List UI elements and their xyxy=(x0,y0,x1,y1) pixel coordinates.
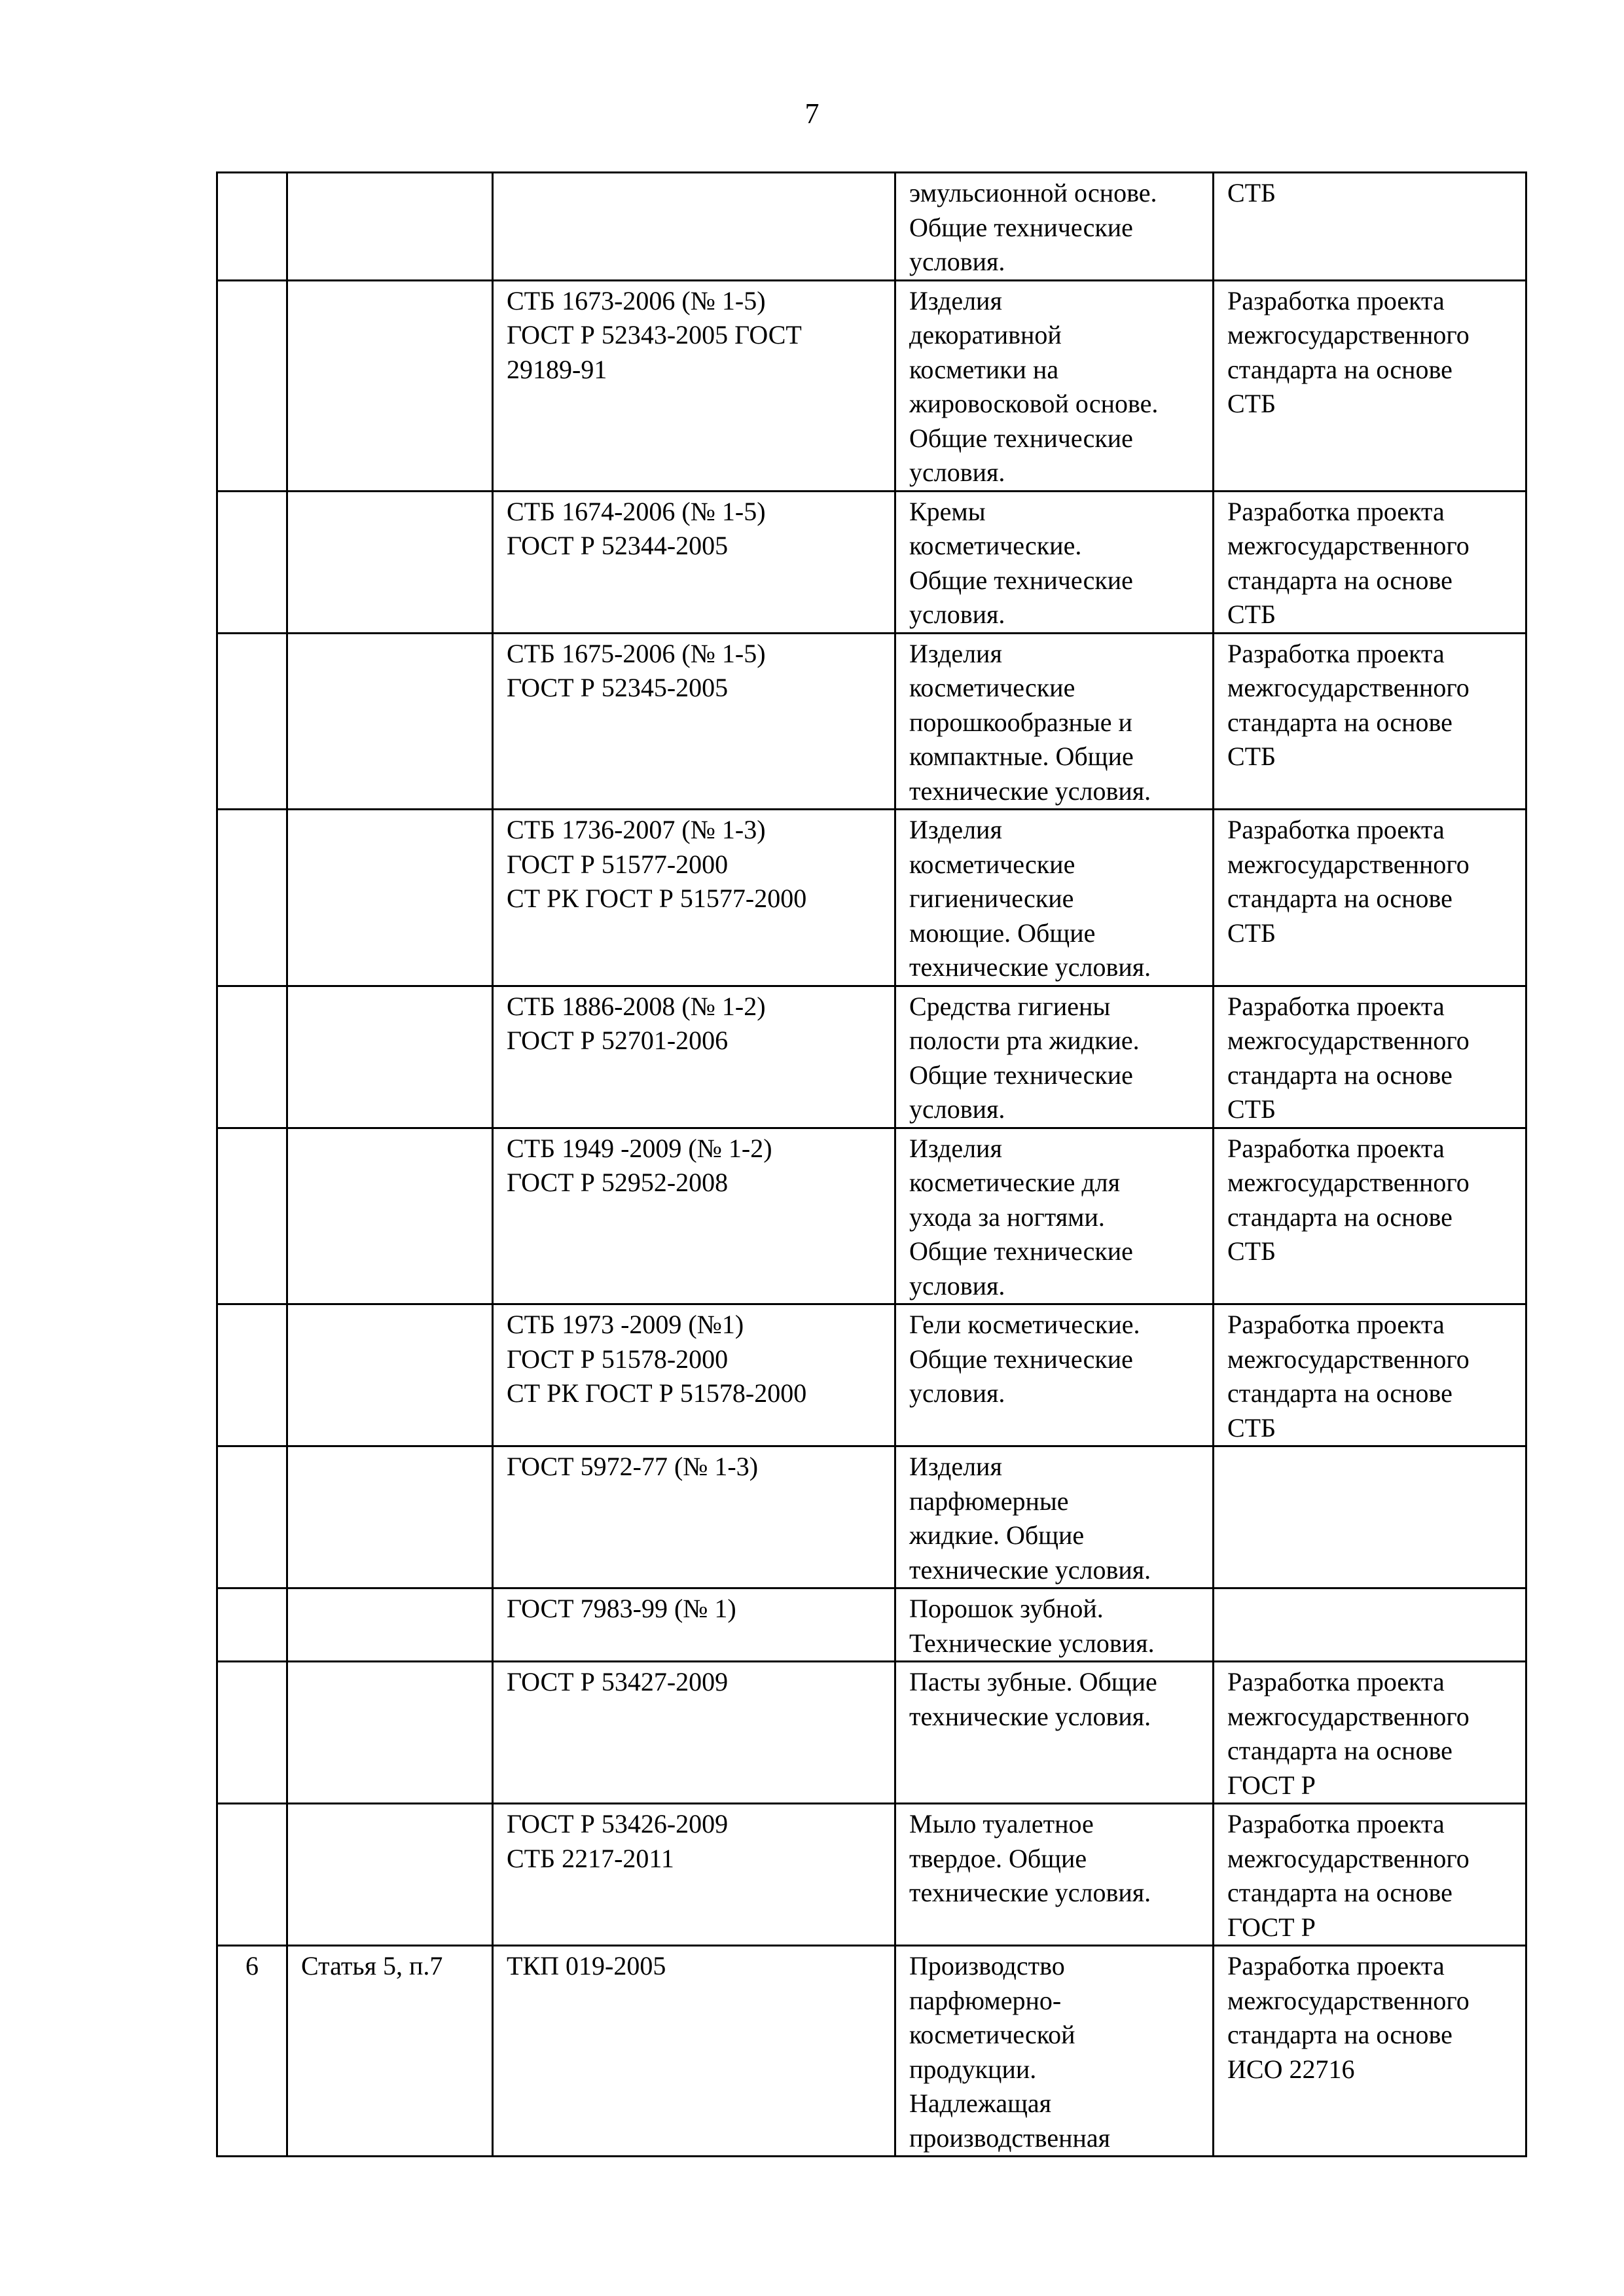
cell-standard xyxy=(493,1128,895,1304)
table-row xyxy=(217,633,1526,810)
cell-note xyxy=(1214,633,1526,810)
cell-title-line: парфюмерно- xyxy=(909,1985,1062,2015)
cell-note-line: Разработка проекта xyxy=(1227,991,1445,1021)
table-row xyxy=(217,280,1526,491)
cell-title-line: Технические условия. xyxy=(909,1628,1155,1658)
cell-standard-line: ГОСТ Р 52344-2005 xyxy=(507,531,729,560)
cell-title-line: Общие технические xyxy=(909,1060,1133,1090)
cell-standard-line: ГОСТ Р 53426-2009 xyxy=(507,1809,729,1839)
cell-title-line: Изделия xyxy=(909,815,1002,844)
cell-note-line: межгосударственного xyxy=(1227,1168,1470,1197)
cell-title-line: технические условия. xyxy=(909,1701,1151,1731)
cell-standard-line: СТБ 1886-2008 (№ 1-2) xyxy=(507,991,766,1021)
cell-title-line: моющие. Общие xyxy=(909,918,1096,948)
cell-note-line: СТБ xyxy=(1227,178,1276,207)
cell-title-line: косметические. xyxy=(909,531,1082,560)
table-row xyxy=(217,1804,1526,1946)
cell-article xyxy=(287,810,493,986)
cell-title-line: Пасты зубные. Общие xyxy=(909,1667,1157,1696)
cell-note xyxy=(1214,1446,1526,1588)
cell-title xyxy=(895,1946,1214,2157)
cell-standard-line: СТБ 1673-2006 (№ 1-5) xyxy=(507,285,766,315)
cell-title xyxy=(895,491,1214,633)
cell-article xyxy=(287,1304,493,1446)
cell-title-line: жировосковой основе. xyxy=(909,389,1159,418)
cell-title-line: производственная xyxy=(909,2123,1111,2153)
cell-article xyxy=(287,633,493,810)
cell-title-line: твердое. Общие xyxy=(909,1843,1087,1873)
cell-title-line: технические условия. xyxy=(909,1554,1151,1585)
cell-standard-line: 29189-91 xyxy=(507,354,607,384)
cell-title-line: технические условия. xyxy=(909,952,1151,982)
cell-title-line: компактные. Общие xyxy=(909,742,1134,771)
cell-note xyxy=(1214,280,1526,491)
cell-note xyxy=(1214,173,1526,281)
cell-standard-line: ГОСТ Р 51578-2000 xyxy=(507,1344,729,1374)
cell-standard-line: СТ РК ГОСТ Р 51577-2000 xyxy=(507,884,807,913)
cell-number xyxy=(217,633,287,810)
cell-standard xyxy=(493,1804,895,1946)
cell-number xyxy=(217,1662,287,1804)
table-row xyxy=(217,1946,1526,2157)
cell-note xyxy=(1214,1804,1526,1946)
cell-note xyxy=(1214,1946,1526,2157)
cell-title xyxy=(895,986,1214,1128)
table-row xyxy=(217,491,1526,633)
cell-standard-line: СТБ 1949 -2009 (№ 1-2) xyxy=(507,1133,772,1163)
cell-number xyxy=(217,1446,287,1588)
cell-title-line: косметики на xyxy=(909,354,1059,384)
cell-note-line: межгосударственного xyxy=(1227,673,1470,702)
cell-title-line: парфюмерные xyxy=(909,1486,1069,1516)
cell-title-line: Изделия xyxy=(909,1133,1002,1163)
cell-note-line: межгосударственного xyxy=(1227,1701,1470,1731)
cell-standard-line: СТ РК ГОСТ Р 51578-2000 xyxy=(507,1378,807,1408)
cell-title-line: косметической xyxy=(909,2020,1075,2049)
cell-note-line: межгосударственного xyxy=(1227,1985,1470,2015)
table-row xyxy=(217,1446,1526,1588)
cell-title-line: полости рта жидкие. xyxy=(909,1026,1140,1055)
cell-note-line: ИСО 22716 xyxy=(1227,2054,1355,2084)
cell-title-line: жидкие. Общие xyxy=(909,1520,1085,1550)
cell-title-line: Общие технические xyxy=(909,1344,1133,1374)
cell-note-line: межгосударственного xyxy=(1227,849,1470,879)
cell-article xyxy=(287,173,493,281)
cell-article xyxy=(287,1662,493,1804)
cell-number xyxy=(217,491,287,633)
cell-title xyxy=(895,1304,1214,1446)
cell-title xyxy=(895,173,1214,281)
cell-standard-line: ГОСТ Р 52345-2005 xyxy=(507,673,729,702)
cell-standard xyxy=(493,810,895,986)
cell-note-line: стандарта на основе xyxy=(1227,1060,1453,1090)
cell-standard-line: ГОСТ Р 52701-2006 xyxy=(507,1026,729,1055)
cell-title-line: Кремы xyxy=(909,496,986,526)
cell-title-line: Изделия xyxy=(909,1452,1002,1481)
cell-title-line: Изделия xyxy=(909,638,1002,668)
cell-note-line: Разработка проекта xyxy=(1227,1809,1445,1839)
cell-standard-line: ГОСТ Р 52343-2005 ГОСТ xyxy=(507,320,802,350)
cell-note xyxy=(1214,1128,1526,1304)
cell-number xyxy=(217,173,287,281)
cell-title-line: условия. xyxy=(909,600,1005,629)
cell-title-line: косметические для xyxy=(909,1168,1121,1197)
cell-standard-line: СТБ 1674-2006 (№ 1-5) xyxy=(507,496,766,526)
cell-title-line: Общие технические xyxy=(909,565,1133,595)
cell-note-line: ГОСТ Р xyxy=(1227,1770,1316,1800)
cell-standard-line: ГОСТ 7983-99 (№ 1) xyxy=(507,1594,736,1623)
table-row xyxy=(217,1588,1526,1662)
table-row xyxy=(217,986,1526,1128)
cell-title-line: Порошок зубной. xyxy=(909,1594,1104,1623)
cell-article-text: Статья 5, п.7 xyxy=(301,1951,443,1981)
cell-title xyxy=(895,1446,1214,1588)
cell-standard xyxy=(493,1588,895,1662)
cell-note xyxy=(1214,491,1526,633)
table-row xyxy=(217,1128,1526,1304)
cell-note-line: СТБ xyxy=(1227,1236,1276,1266)
cell-title xyxy=(895,633,1214,810)
table-row xyxy=(217,1304,1526,1446)
table-body xyxy=(217,173,1526,2157)
cell-article xyxy=(287,1446,493,1588)
cell-title-line: Гели косметические. xyxy=(909,1310,1140,1339)
cell-note-line: СТБ xyxy=(1227,1094,1276,1124)
standards-table xyxy=(216,171,1527,2157)
table-row xyxy=(217,173,1526,281)
cell-note-line: Разработка проекта xyxy=(1227,1667,1445,1696)
cell-note-line: межгосударственного xyxy=(1227,1026,1470,1055)
page-number: 7 xyxy=(804,98,820,130)
cell-note-line: стандарта на основе xyxy=(1227,1878,1453,1907)
cell-note-line: стандарта на основе xyxy=(1227,2020,1453,2049)
cell-note-line: стандарта на основе xyxy=(1227,884,1453,913)
cell-title-line: Средства гигиены xyxy=(909,991,1111,1021)
cell-title-line: технические условия. xyxy=(909,1878,1151,1907)
cell-standard-line: ГОСТ Р 53427-2009 xyxy=(507,1667,729,1696)
cell-note-line: стандарта на основе xyxy=(1227,1202,1453,1232)
cell-title-line: условия. xyxy=(909,1094,1005,1124)
cell-standard-line: ТКП 019-2005 xyxy=(507,1951,666,1981)
cell-note-line: СТБ xyxy=(1227,389,1276,418)
table-row xyxy=(217,1662,1526,1804)
cell-title-line: Общие технические xyxy=(909,423,1133,453)
cell-number xyxy=(217,280,287,491)
cell-article xyxy=(287,986,493,1128)
cell-article xyxy=(287,491,493,633)
cell-note-line: СТБ xyxy=(1227,742,1276,771)
cell-note-line: Разработка проекта xyxy=(1227,1951,1445,1981)
cell-number xyxy=(217,810,287,986)
cell-standard xyxy=(493,1446,895,1588)
cell-note-line: стандарта на основе xyxy=(1227,565,1453,595)
cell-standard xyxy=(493,1304,895,1446)
cell-standard-line: ГОСТ Р 52952-2008 xyxy=(507,1168,729,1197)
cell-title-line: Общие технические xyxy=(909,1236,1133,1266)
cell-title-line: эмульсионной основе. xyxy=(909,178,1157,207)
cell-number xyxy=(217,1946,287,2157)
cell-number-text: 6 xyxy=(245,1951,259,1981)
cell-note xyxy=(1214,986,1526,1128)
cell-number xyxy=(217,986,287,1128)
cell-number xyxy=(217,1804,287,1946)
cell-note-line: СТБ xyxy=(1227,1412,1276,1443)
cell-note-line: межгосударственного xyxy=(1227,1344,1470,1374)
cell-note-line: межгосударственного xyxy=(1227,320,1470,350)
cell-standard-line: ГОСТ 5972-77 (№ 1-3) xyxy=(507,1452,759,1481)
cell-title-line: Изделия xyxy=(909,285,1002,315)
cell-note-line: стандарта на основе xyxy=(1227,354,1453,384)
cell-standard xyxy=(493,491,895,633)
cell-standard xyxy=(493,633,895,810)
cell-title xyxy=(895,280,1214,491)
cell-article xyxy=(287,1588,493,1662)
cell-standard-line: ГОСТ Р 51577-2000 xyxy=(507,849,729,879)
cell-number xyxy=(217,1588,287,1662)
cell-standard xyxy=(493,173,895,281)
table-row xyxy=(217,810,1526,986)
cell-title-line: условия. xyxy=(909,247,1005,276)
cell-standard xyxy=(493,280,895,491)
cell-note-line: Разработка проекта xyxy=(1227,1133,1445,1163)
cell-title-line: условия. xyxy=(909,457,1005,487)
cell-title-line: порошкообразные и xyxy=(909,707,1132,737)
cell-note-line: Разработка проекта xyxy=(1227,1310,1445,1339)
cell-note-line: межгосударственного xyxy=(1227,531,1470,560)
cell-title xyxy=(895,1662,1214,1804)
cell-note-line: стандарта на основе xyxy=(1227,1378,1453,1408)
cell-title-line: косметические xyxy=(909,673,1075,702)
cell-title-line: декоративной xyxy=(909,320,1062,350)
cell-standard xyxy=(493,1946,895,2157)
cell-note-line: ГОСТ Р xyxy=(1227,1912,1316,1942)
cell-note-line: Разработка проекта xyxy=(1227,285,1445,315)
cell-note-line: Разработка проекта xyxy=(1227,815,1445,844)
cell-note-line: СТБ xyxy=(1227,600,1276,629)
cell-title-line: технические условия. xyxy=(909,776,1151,806)
cell-note-line: Разработка проекта xyxy=(1227,496,1445,526)
cell-note-line: Разработка проекта xyxy=(1227,638,1445,668)
cell-note-line: межгосударственного xyxy=(1227,1843,1470,1873)
cell-article xyxy=(287,1128,493,1304)
cell-title xyxy=(895,1804,1214,1946)
cell-number xyxy=(217,1128,287,1304)
cell-number xyxy=(217,1304,287,1446)
cell-note-line: стандарта на основе xyxy=(1227,1736,1453,1765)
cell-note xyxy=(1214,810,1526,986)
cell-title-line: Общие технические xyxy=(909,212,1133,242)
cell-article xyxy=(287,1946,493,2157)
cell-note-line: СТБ xyxy=(1227,918,1276,948)
cell-title xyxy=(895,1128,1214,1304)
cell-title-line: гигиенические xyxy=(909,884,1074,913)
cell-title-line: ухода за ногтями. xyxy=(909,1202,1105,1232)
cell-title xyxy=(895,1588,1214,1662)
cell-standard-line: СТБ 2217-2011 xyxy=(507,1843,674,1873)
cell-title-line: Мыло туалетное xyxy=(909,1809,1094,1839)
cell-note xyxy=(1214,1588,1526,1662)
cell-standard-line: СТБ 1973 -2009 (№1) xyxy=(507,1310,744,1339)
cell-standard xyxy=(493,986,895,1128)
cell-note xyxy=(1214,1304,1526,1446)
cell-title xyxy=(895,810,1214,986)
cell-title-line: косметические xyxy=(909,849,1075,879)
cell-article xyxy=(287,1804,493,1946)
cell-standard xyxy=(493,1662,895,1804)
cell-title-line: Надлежащая xyxy=(909,2089,1052,2118)
cell-note xyxy=(1214,1662,1526,1804)
cell-title-line: Производство xyxy=(909,1951,1065,1981)
cell-note-line: стандарта на основе xyxy=(1227,707,1453,737)
cell-article xyxy=(287,280,493,491)
cell-title-line: условия. xyxy=(909,1378,1005,1408)
cell-standard-line: СТБ 1675-2006 (№ 1-5) xyxy=(507,638,766,668)
cell-standard-line: СТБ 1736-2007 (№ 1-3) xyxy=(507,815,766,844)
cell-title-line: продукции. xyxy=(909,2054,1037,2084)
cell-title-line: условия. xyxy=(909,1270,1005,1300)
